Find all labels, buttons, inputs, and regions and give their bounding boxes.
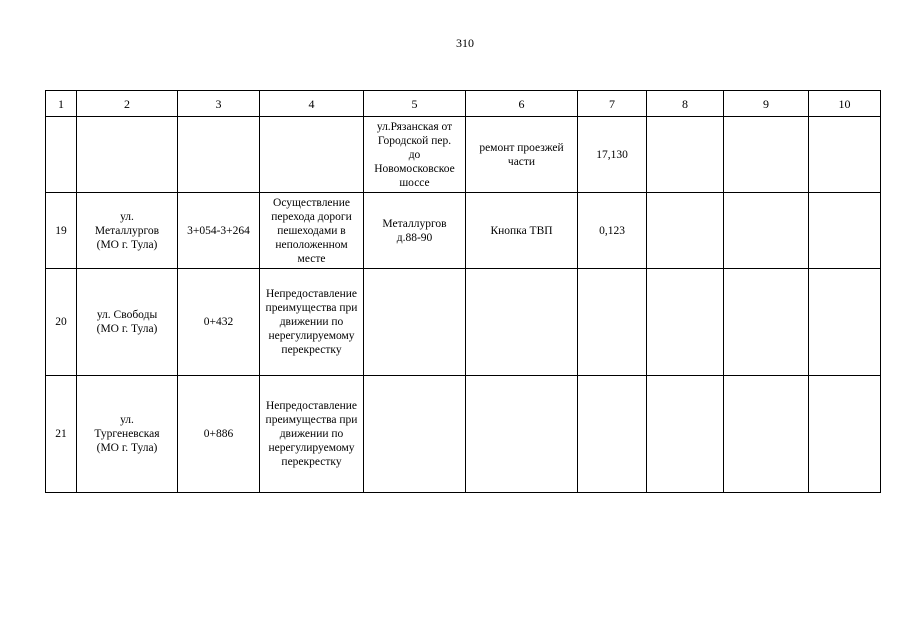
- table-cell: Непредоставление преимущества при движении по нерегулируемому перекрестку: [260, 269, 364, 376]
- column-header: 2: [77, 91, 178, 117]
- table-cell: ул. Свободы (МО г. Тула): [77, 269, 178, 376]
- table-row: [46, 193, 881, 269]
- table-cell: ул.Рязанская от Городской пер. до Новомосковское шоссе: [364, 117, 466, 193]
- table-cell: 20: [46, 269, 77, 376]
- column-header: 5: [364, 91, 466, 117]
- table-cell: [466, 269, 578, 376]
- column-header: 3: [178, 91, 260, 117]
- column-header: 9: [724, 91, 809, 117]
- table-cell: Кнопка ТВП: [466, 193, 578, 269]
- table-cell: 3+054-3+264: [178, 193, 260, 269]
- column-header: 1: [46, 91, 77, 117]
- table-cell: ул. Металлургов (МО г. Тула): [77, 193, 178, 269]
- column-header: 6: [466, 91, 578, 117]
- table-header-row: [46, 91, 881, 117]
- table-cell: [809, 117, 881, 193]
- table-cell: 0+886: [178, 376, 260, 493]
- table-cell: [809, 376, 881, 493]
- table-cell: Непредоставление преимущества при движении по нерегулируемому перекрестку: [260, 376, 364, 493]
- table-cell: [647, 117, 724, 193]
- table-cell: [178, 117, 260, 193]
- table-cell: [46, 117, 77, 193]
- table-cell: [364, 376, 466, 493]
- column-header: 7: [578, 91, 647, 117]
- table-cell: [260, 117, 364, 193]
- table-cell: [724, 269, 809, 376]
- table-cell: [466, 376, 578, 493]
- table-cell: 21: [46, 376, 77, 493]
- table-cell: [647, 376, 724, 493]
- table-cell: [647, 193, 724, 269]
- table-cell: ремонт проезжей части: [466, 117, 578, 193]
- table-cell: [578, 376, 647, 493]
- table-cell: 0,123: [578, 193, 647, 269]
- table-cell: ул. Тургеневская (МО г. Тула): [77, 376, 178, 493]
- table-cell: [724, 376, 809, 493]
- column-header: 4: [260, 91, 364, 117]
- table-row: [46, 376, 881, 493]
- table-row: [46, 117, 881, 193]
- data-table: [45, 90, 881, 493]
- table-cell: Металлургов д.88-90: [364, 193, 466, 269]
- table-cell: [724, 117, 809, 193]
- table-cell: [724, 193, 809, 269]
- table-cell: [578, 269, 647, 376]
- table-cell: [647, 269, 724, 376]
- page-number: 310: [456, 36, 474, 50]
- table-cell: 17,130: [578, 117, 647, 193]
- table-cell: [77, 117, 178, 193]
- column-header: 10: [809, 91, 881, 117]
- table-cell: 0+432: [178, 269, 260, 376]
- table-cell: [364, 269, 466, 376]
- table-cell: 19: [46, 193, 77, 269]
- column-header: 8: [647, 91, 724, 117]
- table-cell: Осуществление перехода дороги пешеходами в неположенном месте: [260, 193, 364, 269]
- table-row: [46, 269, 881, 376]
- table-cell: [809, 193, 881, 269]
- table-cell: [809, 269, 881, 376]
